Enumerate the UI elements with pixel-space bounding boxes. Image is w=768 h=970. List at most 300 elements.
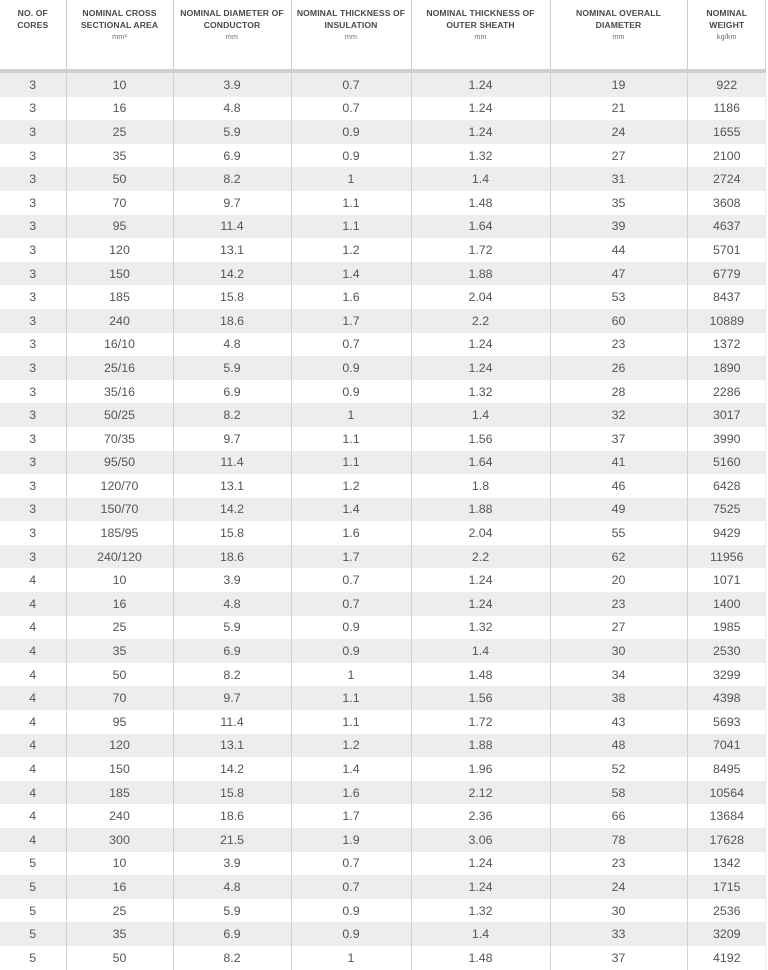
table-cell: 15.8: [173, 781, 291, 805]
table-cell: 5.9: [173, 356, 291, 380]
table-cell: 3: [0, 215, 66, 239]
table-cell: 70: [66, 686, 173, 710]
column-header-label: NOMINAL OVERALL DIAMETER: [576, 8, 661, 30]
table-cell: 1.72: [411, 238, 550, 262]
table-cell: 1.1: [291, 686, 411, 710]
table-cell: 1186: [687, 97, 766, 121]
table-cell: 0.9: [291, 356, 411, 380]
table-cell: 41: [550, 451, 687, 475]
table-row: [0, 120, 766, 144]
table-cell: 1.88: [411, 262, 550, 286]
table-cell: 25: [66, 616, 173, 640]
table-cell: 0.9: [291, 616, 411, 640]
table-cell: 3: [0, 191, 66, 215]
table-cell: 3: [0, 356, 66, 380]
table-cell: 9429: [687, 521, 766, 545]
table-cell: 2530: [687, 639, 766, 663]
table-cell: 2724: [687, 167, 766, 191]
table-cell: 4: [0, 828, 66, 852]
table-cell: 0.7: [291, 852, 411, 876]
table-cell: 27: [550, 144, 687, 168]
table-cell: 1.6: [291, 521, 411, 545]
table-cell: 3: [0, 474, 66, 498]
table-cell: 1.32: [411, 616, 550, 640]
table-cell: 44: [550, 238, 687, 262]
table-cell: 3.9: [173, 852, 291, 876]
table-cell: 23: [550, 333, 687, 357]
table-cell: 39: [550, 215, 687, 239]
table-row: [0, 191, 766, 215]
table-cell: 25/16: [66, 356, 173, 380]
table-cell: 35: [66, 639, 173, 663]
table-cell: 8.2: [173, 403, 291, 427]
table-cell: 4: [0, 710, 66, 734]
table-row: [0, 639, 766, 663]
table-cell: 8437: [687, 285, 766, 309]
table-cell: 60: [550, 309, 687, 333]
table-body: [0, 71, 766, 970]
table-cell: 23: [550, 592, 687, 616]
table-cell: 4: [0, 734, 66, 758]
table-cell: 1890: [687, 356, 766, 380]
table-row: [0, 616, 766, 640]
table-cell: 3: [0, 333, 66, 357]
table-row: [0, 309, 766, 333]
table-row: [0, 356, 766, 380]
table-cell: 4: [0, 781, 66, 805]
table-cell: 0.7: [291, 97, 411, 121]
table-cell: 1.24: [411, 852, 550, 876]
table-cell: 49: [550, 498, 687, 522]
table-cell: 120: [66, 734, 173, 758]
table-cell: 18.6: [173, 545, 291, 569]
table-cell: 1.88: [411, 498, 550, 522]
table-row: [0, 403, 766, 427]
table-cell: 6428: [687, 474, 766, 498]
table-cell: 0.9: [291, 380, 411, 404]
table-row: [0, 828, 766, 852]
table-cell: 1.48: [411, 663, 550, 687]
table-row: [0, 97, 766, 121]
table-cell: 50/25: [66, 403, 173, 427]
table-cell: 922: [687, 71, 766, 97]
column-header-unit: mm²: [112, 32, 127, 41]
table-cell: 6.9: [173, 380, 291, 404]
table-cell: 1.2: [291, 238, 411, 262]
table-cell: 7525: [687, 498, 766, 522]
table-cell: 3: [0, 285, 66, 309]
table-cell: 1.72: [411, 710, 550, 734]
table-cell: 120/70: [66, 474, 173, 498]
table-cell: 30: [550, 899, 687, 923]
table-cell: 5160: [687, 451, 766, 475]
table-cell: 13.1: [173, 238, 291, 262]
table-cell: 6.9: [173, 144, 291, 168]
table-cell: 78: [550, 828, 687, 852]
table-cell: 1.4: [291, 262, 411, 286]
table-cell: 3: [0, 309, 66, 333]
table-cell: 1.7: [291, 804, 411, 828]
table-cell: 1.32: [411, 144, 550, 168]
table-cell: 3: [0, 97, 66, 121]
table-cell: 3608: [687, 191, 766, 215]
table-cell: 1.4: [291, 757, 411, 781]
column-header: [411, 0, 550, 71]
table-cell: 14.2: [173, 757, 291, 781]
table-cell: 5.9: [173, 120, 291, 144]
table-cell: 120: [66, 238, 173, 262]
table-cell: 240/120: [66, 545, 173, 569]
table-cell: 15.8: [173, 521, 291, 545]
table-row: [0, 380, 766, 404]
table-cell: 50: [66, 946, 173, 970]
table-row: [0, 734, 766, 758]
table-cell: 1.32: [411, 899, 550, 923]
table-cell: 150/70: [66, 498, 173, 522]
table-cell: 240: [66, 804, 173, 828]
table-cell: 0.7: [291, 71, 411, 97]
table-cell: 21: [550, 97, 687, 121]
table-row: [0, 215, 766, 239]
table-cell: 2.2: [411, 309, 550, 333]
table-cell: 21.5: [173, 828, 291, 852]
table-cell: 0.9: [291, 899, 411, 923]
table-cell: 19: [550, 71, 687, 97]
table-cell: 3: [0, 545, 66, 569]
table-cell: 1.8: [411, 474, 550, 498]
table-cell: 35/16: [66, 380, 173, 404]
table-cell: 35: [66, 922, 173, 946]
column-header: [66, 0, 173, 71]
table-cell: 1.64: [411, 451, 550, 475]
table-cell: 300: [66, 828, 173, 852]
table-cell: 8.2: [173, 946, 291, 970]
table-cell: 6779: [687, 262, 766, 286]
table-cell: 6.9: [173, 922, 291, 946]
table-cell: 32: [550, 403, 687, 427]
table-row: [0, 946, 766, 970]
table-cell: 20: [550, 568, 687, 592]
table-cell: 2.2: [411, 545, 550, 569]
table-cell: 1.24: [411, 592, 550, 616]
table-cell: 1.64: [411, 215, 550, 239]
table-cell: 5: [0, 875, 66, 899]
table-cell: 185: [66, 285, 173, 309]
table-cell: 0.9: [291, 120, 411, 144]
table-cell: 16: [66, 592, 173, 616]
table-cell: 1.24: [411, 568, 550, 592]
column-header-unit: mm: [344, 32, 358, 41]
table-cell: 1.9: [291, 828, 411, 852]
table-cell: 4.8: [173, 333, 291, 357]
table-cell: 3: [0, 498, 66, 522]
table-cell: 10: [66, 852, 173, 876]
table-cell: 70: [66, 191, 173, 215]
table-cell: 11956: [687, 545, 766, 569]
table-cell: 24: [550, 120, 687, 144]
table-row: [0, 875, 766, 899]
table-row: [0, 285, 766, 309]
table-cell: 5701: [687, 238, 766, 262]
table-cell: 13684: [687, 804, 766, 828]
table-cell: 31: [550, 167, 687, 191]
table-cell: 185: [66, 781, 173, 805]
table-row: [0, 238, 766, 262]
table-cell: 95: [66, 710, 173, 734]
table-cell: 4: [0, 592, 66, 616]
table-cell: 18.6: [173, 804, 291, 828]
table-cell: 4: [0, 639, 66, 663]
table-cell: 58: [550, 781, 687, 805]
table-cell: 52: [550, 757, 687, 781]
table-cell: 5.9: [173, 616, 291, 640]
table-cell: 3: [0, 380, 66, 404]
table-cell: 240: [66, 309, 173, 333]
table-cell: 1.7: [291, 545, 411, 569]
column-header-label: NOMINAL DIAMETER OF CONDUCTOR: [180, 8, 284, 30]
table-cell: 185/95: [66, 521, 173, 545]
table-row: [0, 521, 766, 545]
table-cell: 25: [66, 120, 173, 144]
table-cell: 95/50: [66, 451, 173, 475]
table-cell: 13.1: [173, 734, 291, 758]
table-cell: 3: [0, 262, 66, 286]
table-cell: 3.9: [173, 71, 291, 97]
table-cell: 1.1: [291, 451, 411, 475]
table-cell: 5: [0, 899, 66, 923]
table-row: [0, 71, 766, 97]
table-cell: 0.7: [291, 568, 411, 592]
table-cell: 1.4: [411, 639, 550, 663]
table-cell: 48: [550, 734, 687, 758]
table-cell: 1372: [687, 333, 766, 357]
table-cell: 95: [66, 215, 173, 239]
table-cell: 1.24: [411, 875, 550, 899]
table-row: [0, 545, 766, 569]
table-cell: 9.7: [173, 686, 291, 710]
table-cell: 1.56: [411, 427, 550, 451]
table-row: [0, 781, 766, 805]
table-cell: 16: [66, 875, 173, 899]
table-cell: 4192: [687, 946, 766, 970]
table-cell: 38: [550, 686, 687, 710]
table-cell: 3: [0, 71, 66, 97]
table-cell: 34: [550, 663, 687, 687]
table-row: [0, 686, 766, 710]
table-cell: 0.9: [291, 639, 411, 663]
table-cell: 55: [550, 521, 687, 545]
table-row: [0, 852, 766, 876]
table-cell: 0.9: [291, 144, 411, 168]
table-cell: 25: [66, 899, 173, 923]
table-cell: 1.88: [411, 734, 550, 758]
table-row: [0, 899, 766, 923]
table-cell: 10: [66, 71, 173, 97]
table-row: [0, 474, 766, 498]
column-header: [687, 0, 766, 71]
table-cell: 1.2: [291, 474, 411, 498]
table-cell: 70/35: [66, 427, 173, 451]
table-cell: 16/10: [66, 333, 173, 357]
table-cell: 1.4: [411, 403, 550, 427]
table-cell: 3: [0, 144, 66, 168]
column-header-label: NOMINAL THICKNESS OF INSULATION: [296, 8, 406, 30]
table-cell: 1.48: [411, 191, 550, 215]
table-row: [0, 144, 766, 168]
table-cell: 5693: [687, 710, 766, 734]
table-cell: 1.48: [411, 946, 550, 970]
table-cell: 2536: [687, 899, 766, 923]
table-cell: 3990: [687, 427, 766, 451]
table-cell: 1.1: [291, 215, 411, 239]
table-cell: 0.7: [291, 875, 411, 899]
table-cell: 9.7: [173, 191, 291, 215]
table-cell: 1.6: [291, 285, 411, 309]
table-cell: 1: [291, 167, 411, 191]
table-row: [0, 804, 766, 828]
table-cell: 1.4: [411, 922, 550, 946]
table-row: [0, 568, 766, 592]
column-header-label: NOMINAL CROSS SECTIONAL AREA: [80, 8, 159, 30]
table-cell: 66: [550, 804, 687, 828]
table-cell: 27: [550, 616, 687, 640]
table-cell: 1071: [687, 568, 766, 592]
table-cell: 4: [0, 686, 66, 710]
table-cell: 1.2: [291, 734, 411, 758]
table-row: [0, 167, 766, 191]
table-cell: 8.2: [173, 663, 291, 687]
table-cell: 10889: [687, 309, 766, 333]
table-cell: 7041: [687, 734, 766, 758]
table-cell: 3.9: [173, 568, 291, 592]
table-cell: 53: [550, 285, 687, 309]
table-cell: 2.04: [411, 521, 550, 545]
table-cell: 1.32: [411, 380, 550, 404]
column-header-label: NOMINAL THICKNESS OF OUTER SHEATH: [426, 8, 535, 30]
table-cell: 1.24: [411, 71, 550, 97]
table-cell: 33: [550, 922, 687, 946]
column-header: [291, 0, 411, 71]
table-cell: 13.1: [173, 474, 291, 498]
table-cell: 1: [291, 946, 411, 970]
table-cell: 1: [291, 403, 411, 427]
table-cell: 1.4: [291, 498, 411, 522]
column-header: [0, 0, 66, 71]
table-cell: 4: [0, 804, 66, 828]
table-cell: 1655: [687, 120, 766, 144]
column-header-unit: mm: [225, 32, 239, 41]
table-cell: 4637: [687, 215, 766, 239]
table-cell: 0.7: [291, 333, 411, 357]
table-cell: 0.9: [291, 922, 411, 946]
table-cell: 1.1: [291, 191, 411, 215]
table-cell: 2.04: [411, 285, 550, 309]
table-row: [0, 451, 766, 475]
table-cell: 5: [0, 946, 66, 970]
table-row: [0, 710, 766, 734]
table-row: [0, 262, 766, 286]
table-cell: 1400: [687, 592, 766, 616]
table-cell: 5: [0, 852, 66, 876]
table-cell: 10: [66, 568, 173, 592]
table-header-row: [0, 0, 766, 71]
table-cell: 3: [0, 521, 66, 545]
table-cell: 150: [66, 757, 173, 781]
table-cell: 17628: [687, 828, 766, 852]
table-cell: 5: [0, 922, 66, 946]
table-cell: 0.7: [291, 592, 411, 616]
table-cell: 1.24: [411, 356, 550, 380]
table-cell: 23: [550, 852, 687, 876]
table-cell: 1.96: [411, 757, 550, 781]
table-cell: 9.7: [173, 427, 291, 451]
table-row: [0, 663, 766, 687]
table-cell: 1.24: [411, 333, 550, 357]
table-cell: 11.4: [173, 215, 291, 239]
table-cell: 14.2: [173, 262, 291, 286]
table-cell: 4: [0, 663, 66, 687]
table-cell: 2100: [687, 144, 766, 168]
table-cell: 11.4: [173, 451, 291, 475]
table-cell: 1.1: [291, 710, 411, 734]
column-header: [173, 0, 291, 71]
table-cell: 8.2: [173, 167, 291, 191]
table-cell: 1342: [687, 852, 766, 876]
table-cell: 50: [66, 167, 173, 191]
table-cell: 1.56: [411, 686, 550, 710]
table-row: [0, 427, 766, 451]
table-cell: 3299: [687, 663, 766, 687]
table-cell: 3209: [687, 922, 766, 946]
table-cell: 11.4: [173, 710, 291, 734]
table-cell: 3: [0, 167, 66, 191]
table-cell: 15.8: [173, 285, 291, 309]
table-cell: 1.24: [411, 120, 550, 144]
table-cell: 3017: [687, 403, 766, 427]
table-cell: 4: [0, 757, 66, 781]
table-cell: 1.4: [411, 167, 550, 191]
table-cell: 30: [550, 639, 687, 663]
table-cell: 14.2: [173, 498, 291, 522]
table-row: [0, 592, 766, 616]
table-cell: 16: [66, 97, 173, 121]
table-cell: 37: [550, 427, 687, 451]
table-cell: 3: [0, 403, 66, 427]
table-row: [0, 757, 766, 781]
table-row: [0, 333, 766, 357]
table-cell: 3: [0, 451, 66, 475]
column-header-label: NOMINAL WEIGHT: [706, 8, 748, 30]
table-cell: 3: [0, 120, 66, 144]
table-cell: 1.1: [291, 427, 411, 451]
table-cell: 4.8: [173, 875, 291, 899]
table-cell: 43: [550, 710, 687, 734]
table-cell: 1.24: [411, 97, 550, 121]
table-row: [0, 498, 766, 522]
table-cell: 3: [0, 238, 66, 262]
table-row: [0, 922, 766, 946]
table-cell: 6.9: [173, 639, 291, 663]
table-cell: 47: [550, 262, 687, 286]
table-cell: 8495: [687, 757, 766, 781]
table-cell: 1: [291, 663, 411, 687]
column-header-label: NO. OF CORES: [17, 8, 49, 30]
table-cell: 18.6: [173, 309, 291, 333]
table-cell: 62: [550, 545, 687, 569]
table-cell: 2.12: [411, 781, 550, 805]
column-header-unit: mm: [474, 32, 487, 41]
table-cell: 35: [550, 191, 687, 215]
